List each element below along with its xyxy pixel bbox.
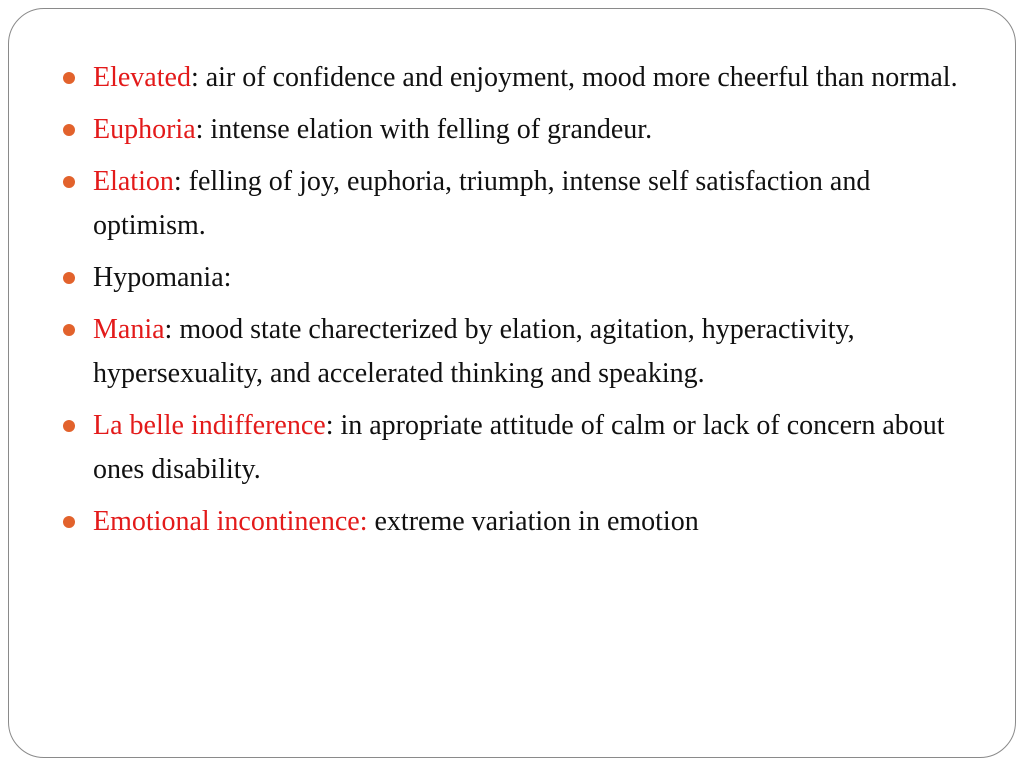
- bullet-term: Emotional incontinence:: [93, 506, 368, 537]
- bullet-separator: :: [190, 62, 199, 93]
- bullet-term: Euphoria: [93, 114, 196, 145]
- bullet-item: [60, 500, 960, 544]
- bullet-item: [60, 308, 960, 396]
- bullet-dot-icon: [63, 72, 75, 84]
- bullet-separator: :: [164, 314, 173, 345]
- bullet-item: [60, 404, 960, 492]
- bullet-term: La belle indifference: [93, 410, 326, 441]
- bullet-dot-icon: [63, 324, 75, 336]
- bullet-text: in apropriate attitude of calm or lack of concern about ones disability.: [93, 410, 945, 485]
- bullet-list: [60, 56, 960, 552]
- bullet-dot-icon: [63, 272, 75, 284]
- bullet-item: [60, 56, 960, 100]
- bullet-text: felling of joy, euphoria, triumph, intense self satisfaction and optimism.: [93, 166, 871, 241]
- bullet-term: Elation: [93, 166, 174, 197]
- bullet-text: extreme variation in emotion: [367, 506, 699, 537]
- bullet-separator: :: [325, 410, 334, 441]
- bullet-dot-icon: [63, 516, 75, 528]
- bullet-text: intense elation with felling of grandeur.: [203, 114, 653, 145]
- bullet-dot-icon: [63, 176, 75, 188]
- bullet-text: mood state charecterized by elation, agitation, hyperactivity, hypersexuality, and accelerated thinking and speaking.: [93, 314, 855, 389]
- bullet-dot-icon: [63, 420, 75, 432]
- bullet-text: air of confidence and enjoyment, mood more cheerful than normal.: [198, 62, 958, 93]
- bullet-separator: :: [173, 166, 182, 197]
- bullet-item: [60, 160, 960, 248]
- bullet-separator: :: [195, 114, 204, 145]
- bullet-item: [60, 256, 960, 300]
- bullet-term: Elevated: [93, 62, 191, 93]
- bullet-term: Mania: [93, 314, 165, 345]
- bullet-dot-icon: [63, 124, 75, 136]
- bullet-item: [60, 108, 960, 152]
- bullet-text: Hypomania:: [93, 262, 232, 293]
